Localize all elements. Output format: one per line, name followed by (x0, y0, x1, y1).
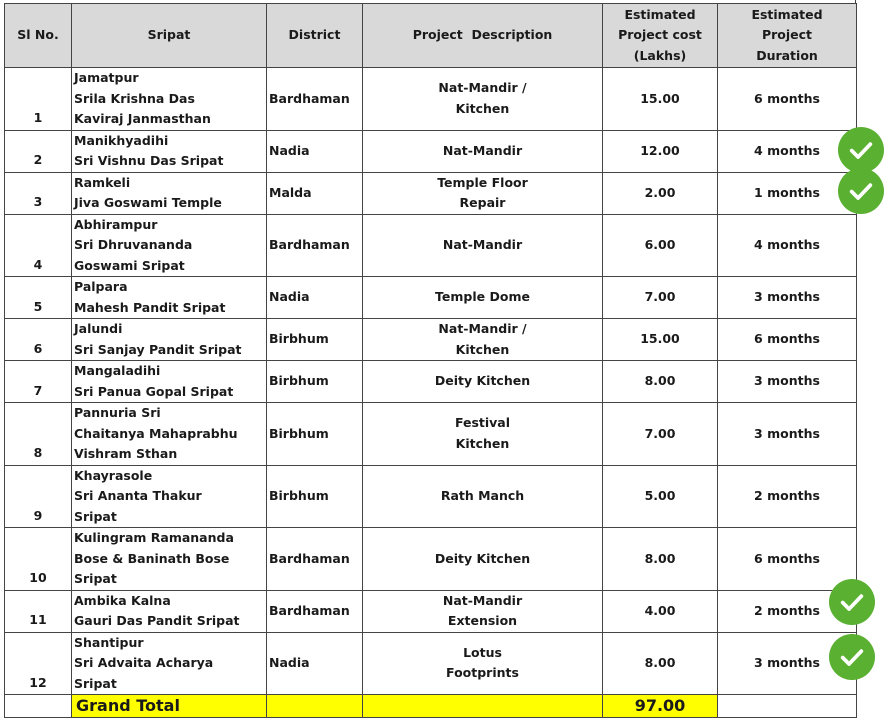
description-cell: Nat-Mandir / Kitchen (363, 319, 603, 361)
duration-cell: 3 months (718, 403, 857, 466)
district-cell: Birbhum (267, 465, 363, 528)
district-cell: Birbhum (267, 361, 363, 403)
table-body (5, 68, 857, 695)
duration-cell: 4 months (718, 214, 857, 277)
sripat-cell: Manikhyadihi Sri Vishnu Das Sripat (72, 130, 267, 172)
sl-number: 12 (29, 674, 47, 690)
description-cell: Lotus Footprints (363, 632, 603, 695)
table-row (5, 130, 857, 172)
header-cost: Estimated Project cost (Lakhs) (603, 4, 718, 68)
sripat-cell: Ramkeli Jiva Goswami Temple (72, 172, 267, 214)
sripat-cell: Mangaladihi Sri Panua Gopal Sripat (72, 361, 267, 403)
header-duration: Estimated Project Duration (718, 4, 857, 68)
total-empty-description (363, 695, 603, 718)
duration-cell: 6 months (718, 319, 857, 361)
sl-number: 7 (33, 382, 43, 398)
description-cell: Temple Floor Repair (363, 172, 603, 214)
district-cell: Bardhaman (267, 214, 363, 277)
district-cell: Nadia (267, 277, 363, 319)
header-description: Project Description (363, 4, 603, 68)
sl-cell (5, 130, 72, 172)
check-circle-icon (838, 127, 884, 173)
description-cell: Temple Dome (363, 277, 603, 319)
table-row (5, 403, 857, 466)
table-row (5, 277, 857, 319)
header-sripat: Sripat (72, 4, 267, 68)
sripat-cell: Jamatpur Srila Krishna Das Kaviraj Janmasthan (72, 68, 267, 131)
sl-cell (5, 528, 72, 591)
district-cell: Nadia (267, 130, 363, 172)
total-empty-duration (718, 695, 857, 718)
duration-cell: 4 months (718, 130, 857, 172)
sl-cell (5, 361, 72, 403)
cost-cell: 8.00 (603, 361, 718, 403)
sl-number: 3 (33, 194, 43, 209)
sl-number: 10 (29, 570, 47, 585)
description-cell: Nat-Mandir (363, 214, 603, 277)
district-cell: Nadia (267, 632, 363, 695)
sl-cell (5, 172, 72, 214)
sl-cell (5, 68, 72, 131)
table-row (5, 319, 857, 361)
cost-cell: 7.00 (603, 403, 718, 466)
sl-number: 5 (33, 298, 43, 314)
sripat-cell: Palpara Mahesh Pandit Sripat (72, 277, 267, 319)
district-cell: Birbhum (267, 403, 363, 466)
district-cell: Bardhaman (267, 528, 363, 591)
cost-cell: 6.00 (603, 214, 718, 277)
description-cell: Nat-Mandir / Kitchen (363, 68, 603, 131)
sripat-cell: Jalundi Sri Sanjay Pandit Sripat (72, 319, 267, 361)
district-cell: Birbhum (267, 319, 363, 361)
sl-cell (5, 319, 72, 361)
cost-cell: 8.00 (603, 632, 718, 695)
duration-cell: 3 months (718, 277, 857, 319)
sripat-cell: Ambika Kalna Gauri Das Pandit Sripat (72, 590, 267, 632)
header-sl-no: Sl No. (5, 4, 72, 68)
header-district: District (267, 4, 363, 68)
table-row (5, 465, 857, 528)
total-empty-sl (5, 695, 72, 718)
sripat-cell: Shantipur Sri Advaita Acharya Sripat (72, 632, 267, 695)
check-circle-icon (838, 168, 884, 214)
table-row (5, 361, 857, 403)
district-cell: Bardhaman (267, 68, 363, 131)
sripat-projects-table (4, 3, 857, 718)
sl-cell (5, 403, 72, 466)
cost-cell: 4.00 (603, 590, 718, 632)
table-row (5, 528, 857, 591)
cost-cell: 2.00 (603, 172, 718, 214)
cost-cell: 12.00 (603, 130, 718, 172)
table-row (5, 68, 857, 131)
sl-number: 8 (33, 445, 43, 460)
sripat-cell: Pannuria Sri Chaitanya Mahaprabhu Vishram Sthan (72, 403, 267, 466)
sl-number: 2 (33, 152, 43, 167)
duration-cell: 6 months (718, 528, 857, 591)
district-cell: Bardhaman (267, 590, 363, 632)
description-cell: Deity Kitchen (363, 528, 603, 591)
description-cell: Nat-Mandir Extension (363, 590, 603, 632)
sl-cell (5, 590, 72, 632)
sl-number: 4 (33, 256, 43, 272)
duration-cell: 1 months (718, 172, 857, 214)
sl-cell (5, 214, 72, 277)
table-row (5, 590, 857, 632)
sl-cell (5, 632, 72, 695)
sripat-cell: Kulingram Ramananda Bose & Baninath Bose Sripat (72, 528, 267, 591)
header-row (5, 4, 857, 68)
cost-cell: 15.00 (603, 68, 718, 131)
description-cell: Nat-Mandir (363, 130, 603, 172)
cost-cell: 8.00 (603, 528, 718, 591)
check-circle-icon (829, 579, 875, 625)
grand-total-value: 97.00 (603, 695, 718, 718)
cost-cell: 5.00 (603, 465, 718, 528)
grand-total-row (5, 695, 857, 718)
grand-total-label: Grand Total (72, 695, 267, 718)
description-cell: Deity Kitchen (363, 361, 603, 403)
description-cell: Rath Manch (363, 465, 603, 528)
total-empty-district (267, 695, 363, 718)
sl-number: 11 (29, 612, 47, 627)
table-row (5, 632, 857, 695)
sl-number: 6 (33, 340, 43, 356)
duration-cell: 3 months (718, 361, 857, 403)
description-cell: Festival Kitchen (363, 403, 603, 466)
sripat-cell: Khayrasole Sri Ananta Thakur Sripat (72, 465, 267, 528)
table-row (5, 172, 857, 214)
sripat-cell: Abhirampur Sri Dhruvananda Goswami Sripat (72, 214, 267, 277)
district-cell: Malda (267, 172, 363, 214)
sl-cell (5, 465, 72, 528)
duration-cell: 3 months (718, 632, 857, 695)
table-row (5, 214, 857, 277)
duration-cell: 2 months (718, 590, 857, 632)
duration-cell: 6 months (718, 68, 857, 131)
duration-cell: 2 months (718, 465, 857, 528)
sl-cell (5, 277, 72, 319)
cost-cell: 15.00 (603, 319, 718, 361)
sl-number: 1 (33, 110, 43, 125)
check-circle-icon (829, 634, 875, 680)
cost-cell: 7.00 (603, 277, 718, 319)
sl-number: 9 (33, 507, 43, 523)
